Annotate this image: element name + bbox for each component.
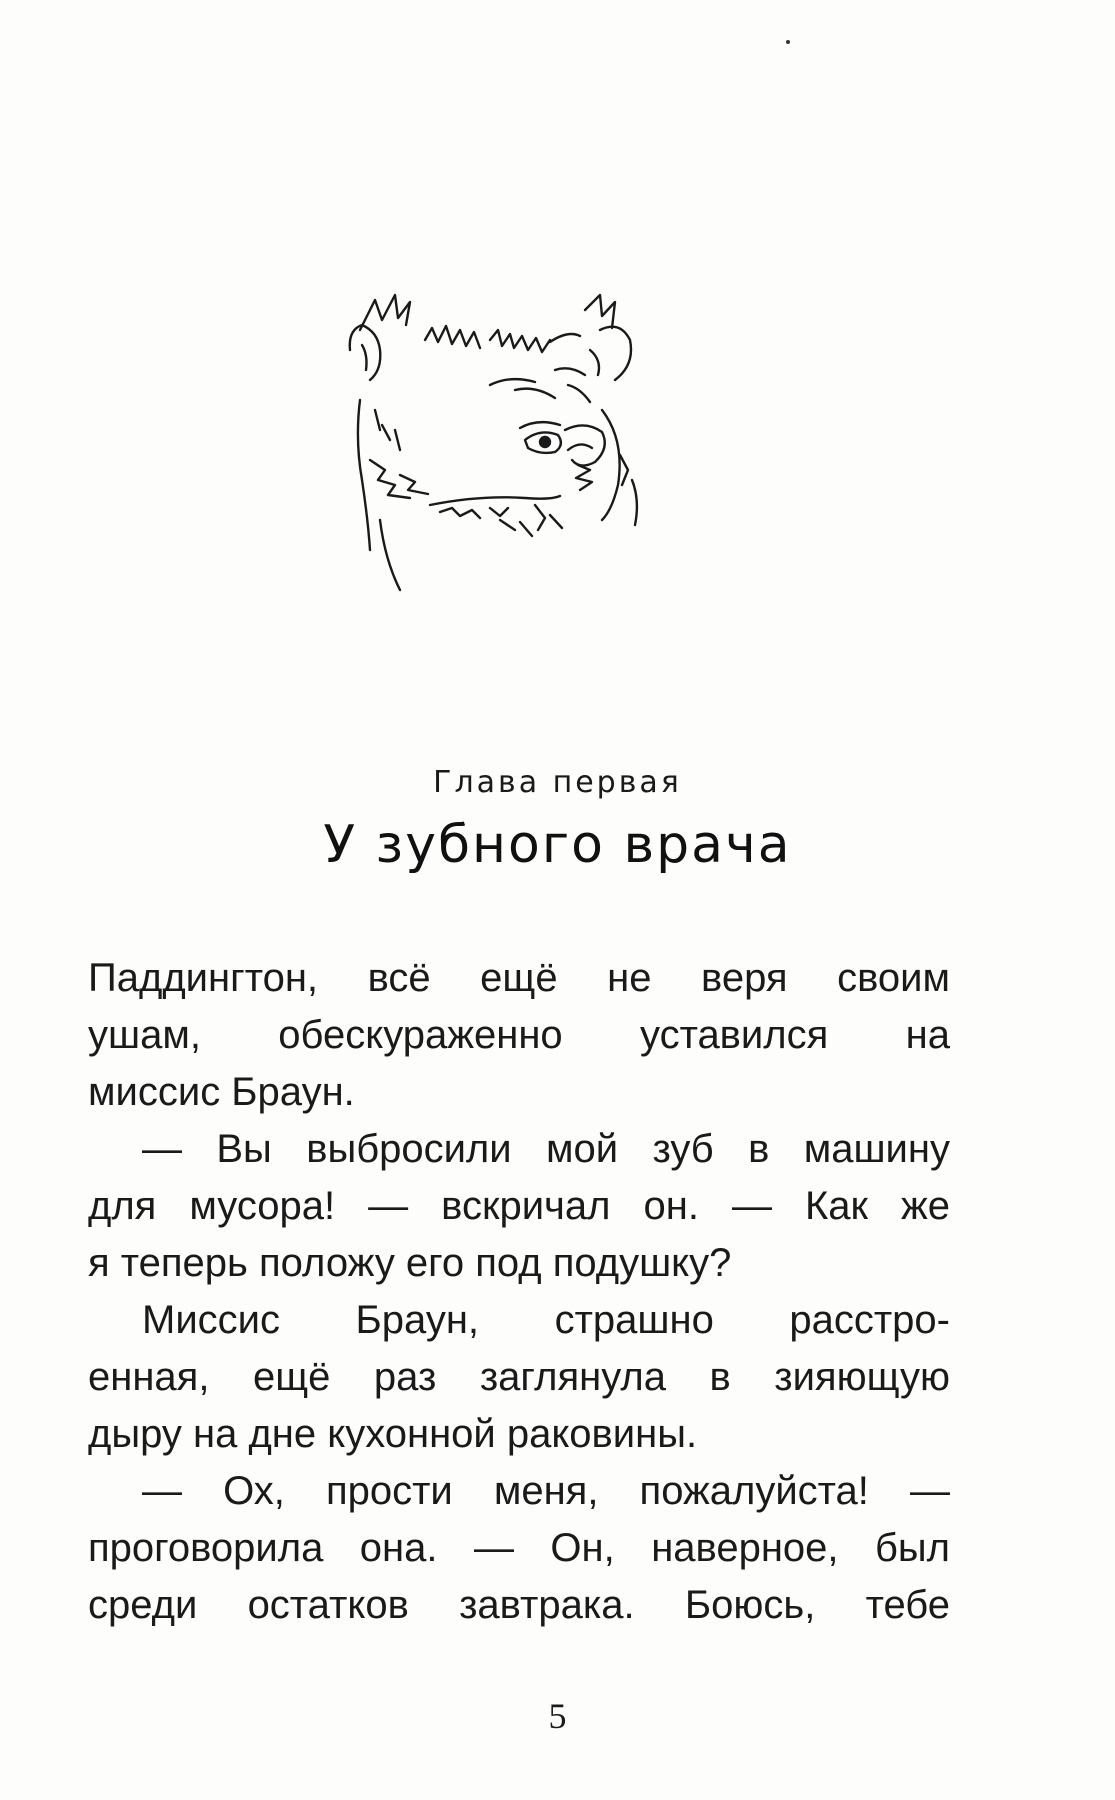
paragraph [88, 950, 950, 1121]
text-line [88, 950, 950, 1007]
word: Он, [550, 1526, 615, 1570]
text-line [88, 1577, 950, 1634]
word: выбросили [306, 1127, 512, 1171]
word: на [905, 1013, 950, 1057]
text-line [88, 1178, 950, 1235]
word: — [142, 1469, 182, 1513]
chapter-title: У зубного врача [323, 815, 792, 875]
word: остатков [247, 1583, 409, 1627]
word: — [909, 1469, 950, 1513]
page-number: 5 [548, 1696, 567, 1736]
word: мой [546, 1127, 619, 1171]
text-line: я теперь положу его под подушку? [88, 1241, 732, 1285]
word: среди [88, 1583, 198, 1627]
print-speck [786, 40, 790, 44]
text-line [88, 1292, 950, 1349]
word: пожалуйста! [639, 1469, 869, 1513]
word: страшно [554, 1298, 714, 1342]
word: ещё [252, 1355, 331, 1399]
word: зуб [652, 1127, 714, 1171]
chapter-label: Глава первая [433, 765, 682, 800]
word: всё [367, 956, 431, 1000]
word: был [874, 1526, 950, 1570]
word: Миссис [142, 1298, 281, 1342]
word: же [900, 1184, 950, 1228]
word: ушам, [88, 1013, 201, 1057]
word: не [607, 956, 652, 1000]
word: Ох, [223, 1469, 285, 1513]
word: вскричал [441, 1184, 611, 1228]
word: завтрака. [459, 1583, 635, 1627]
word: Вы [216, 1127, 272, 1171]
word: тебе [865, 1583, 950, 1627]
word: Боюсь, [684, 1583, 816, 1627]
text-line [88, 1349, 950, 1406]
word: для [88, 1184, 157, 1228]
word: мусора! [189, 1184, 336, 1228]
word: раз [373, 1355, 437, 1399]
word: — [731, 1184, 772, 1228]
text-line [88, 1463, 950, 1520]
word: прости [325, 1469, 453, 1513]
paragraph [88, 1292, 950, 1463]
text-line [88, 1121, 950, 1178]
word: — [368, 1184, 409, 1228]
paragraph [88, 1121, 950, 1292]
word: заглянула [479, 1355, 666, 1399]
paragraph [88, 1463, 950, 1634]
word: своим [837, 956, 950, 1000]
word: в [709, 1355, 731, 1399]
text-line: дыру на дне кухонной раковины. [88, 1412, 698, 1456]
word: зияющую [774, 1355, 950, 1399]
word: — [473, 1526, 514, 1570]
word: он. [643, 1184, 699, 1228]
word: веря [701, 956, 788, 1000]
word: меня, [493, 1469, 599, 1513]
word: проговорила [88, 1526, 324, 1570]
word: уставился [640, 1013, 829, 1057]
word: машину [803, 1127, 950, 1171]
word: наверное, [651, 1526, 839, 1570]
text-line: миссис Браун. [88, 1070, 355, 1114]
word: обескураженно [278, 1013, 563, 1057]
word: Браун, [355, 1298, 480, 1342]
word: в [748, 1127, 770, 1171]
word: — [142, 1127, 182, 1171]
word: расстро- [789, 1298, 950, 1342]
bear-face-sketch-icon [340, 290, 710, 620]
body-text [88, 950, 950, 1634]
text-line [88, 1520, 950, 1577]
text-line [88, 1007, 950, 1064]
word: Паддингтон, [88, 956, 319, 1000]
word: она. [359, 1526, 438, 1570]
word: енная, [88, 1355, 210, 1399]
word: Как [804, 1184, 868, 1228]
word: ещё [480, 956, 558, 1000]
